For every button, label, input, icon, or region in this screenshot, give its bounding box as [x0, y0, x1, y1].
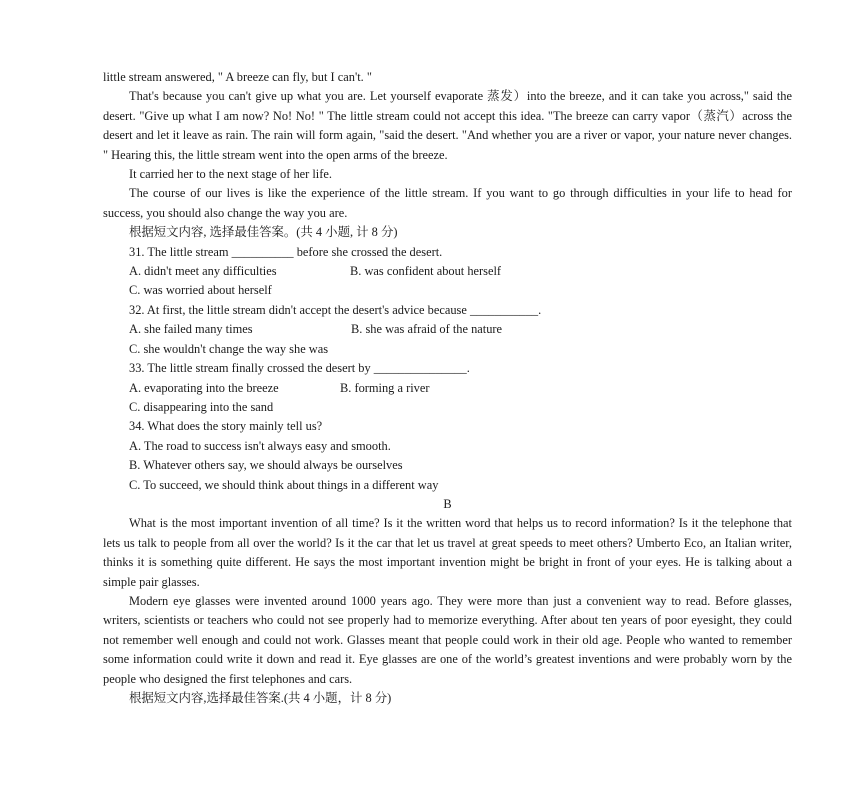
section-b-heading: B — [443, 496, 452, 511]
paragraph-moral: The course of our lives is like the experience of the little stream. If you want to go through difficulties in your life to head for success, you should also change the way you are. — [103, 186, 792, 220]
question-31-option-a: A. didn't meet any difficulties — [129, 264, 277, 279]
question-33-option-b: B. forming a river — [340, 380, 430, 395]
question-31-option-b: B. was confident about herself — [350, 264, 502, 279]
document-page — [103, 68, 792, 708]
question-32-options-row — [103, 320, 792, 339]
question-34-option-a: A. The road to success isn't always easy and smooth. — [129, 438, 391, 453]
question-33-options-row — [103, 379, 792, 398]
paragraph-continuation: little stream answered, " A breeze can fly, but I can't. " — [103, 70, 372, 84]
question-34-option-c: C. To succeed, we should think about things in a different way — [129, 477, 439, 492]
question-32-stem: 32. At first, the little stream didn't accept the desert's advice because ___________. — [129, 302, 542, 317]
paragraph-desert-advice: That's because you can't give up what you are. Let yourself evaporate 蒸发）into the breeze, and it can take you across," said the desert. "Give up what I am now? No! No! " The little stream could not accept this idea. "The breeze can carry vapor（蒸汽）across the desert and let it leave as rain. The rain will form again, "said the desert. "And whether you are a river or vapor, your nature never changes. " Hearing this, the little stream went into the open arms of the breeze. — [103, 89, 792, 162]
paragraph-next-stage: It carried her to the next stage of her life. — [129, 167, 332, 182]
question-31-stem: 31. The little stream __________ before she crossed the desert. — [129, 244, 443, 259]
question-34-stem: 34. What does the story mainly tell us? — [129, 419, 323, 434]
question-34-option-b: B. Whatever others say, we should always be ourselves — [129, 458, 403, 473]
question-32-option-c: C. she wouldn't change the way she was — [129, 341, 329, 356]
instructions-part-b: 根据短文内容,选择最佳答案.(共 4 小题，计 8 分) — [129, 691, 392, 705]
question-31-option-c: C. was worried about herself — [129, 283, 272, 298]
question-32-option-a: A. she failed many times — [129, 322, 253, 337]
paragraph-invention-question: What is the most important invention of all time? Is it the written word that helps us to record information? Is it the telephone that lets us talk to people from all over the world? Is it the car that let us travel at great speeds to meet others? Umberto Eco, an Italian writer, thinks it is something quite different. He says the most important invention might be bright in front of your eyes. He is talking about a simple pair glasses. — [103, 516, 792, 589]
question-32-option-b: B. she was afraid of the nature — [351, 322, 503, 337]
question-33-stem: 33. The little stream finally crossed the desert by _______________. — [129, 361, 470, 376]
instructions-part-a: 根据短文内容, 选择最佳答案。(共 4 小题, 计 8 分) — [129, 225, 398, 240]
question-33-option-a: A. evaporating into the breeze — [129, 380, 279, 395]
question-33-option-c: C. disappearing into the sand — [129, 399, 274, 414]
question-31-options-row — [103, 262, 792, 281]
paragraph-eye-glasses: Modern eye glasses were invented around 1000 years ago. They were more than just a convenient way to read. Before glasses, writers, scientists or teachers who could not see properly had to memorize everything. After about ten years of poor eyesight, they could not remember well enough and could not work. Glasses meant that people could work in their old age. People who wanted to remember some information could write it down and read it. Eye glasses are one of the world’s greatest inventions and were probably worn by the people who designed the first telephones and cars. — [103, 593, 792, 686]
